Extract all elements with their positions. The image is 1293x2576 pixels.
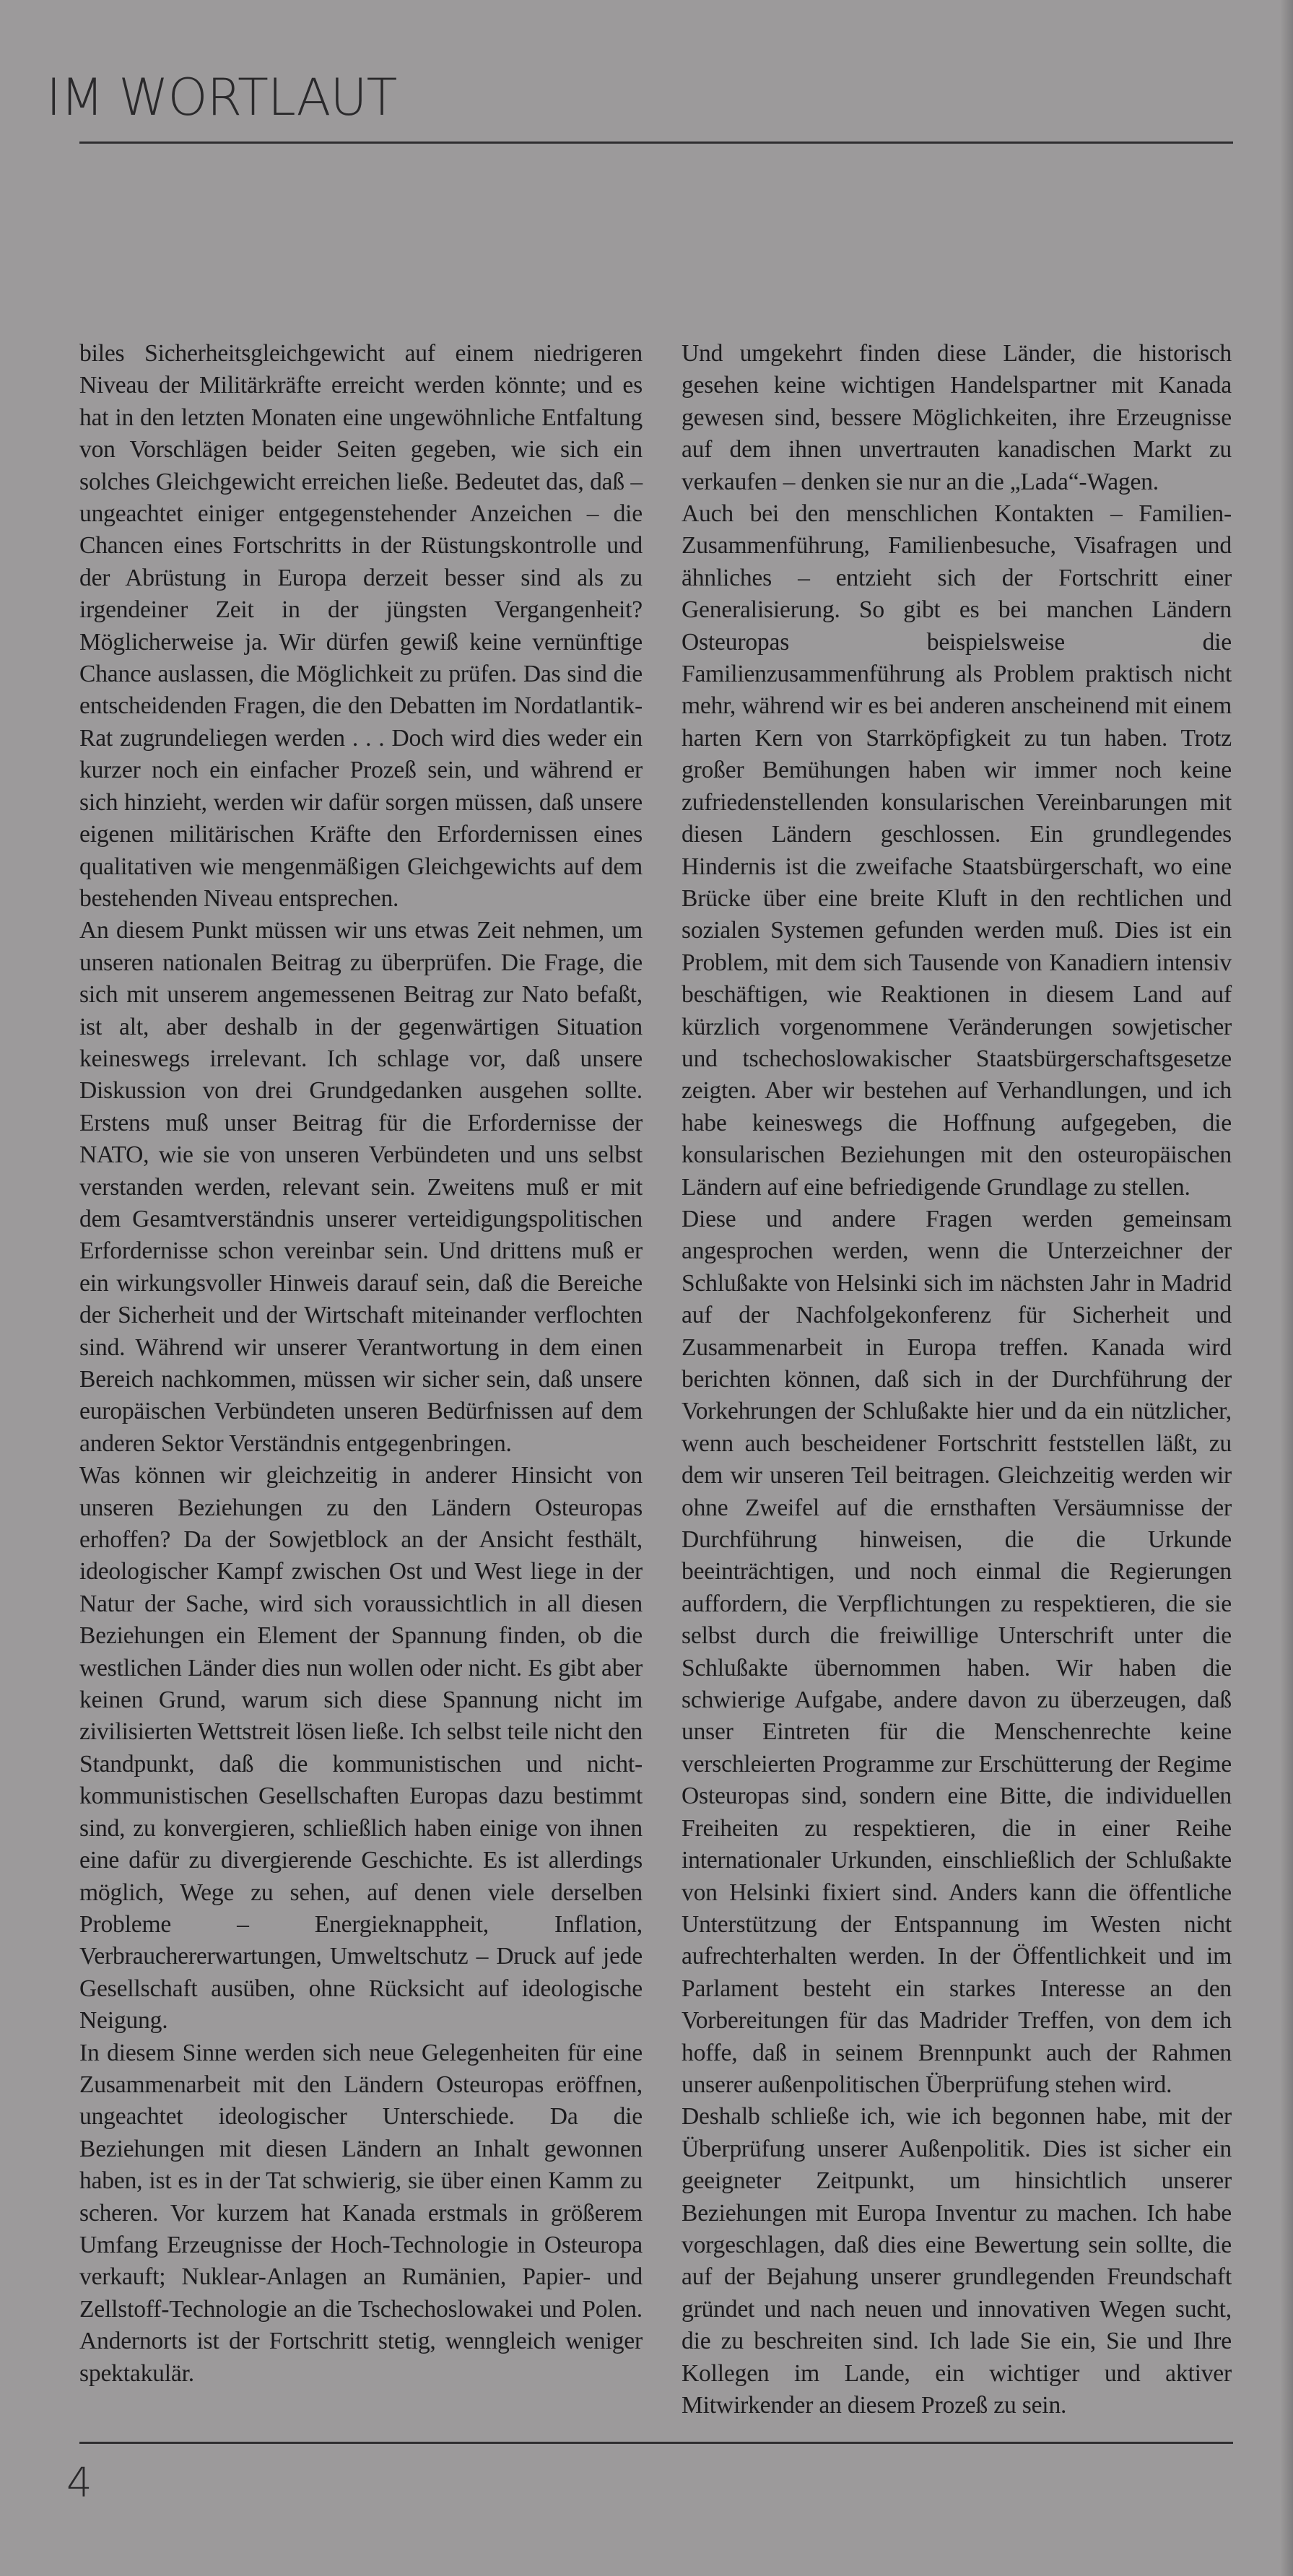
page-number: 4 — [66, 2460, 92, 2507]
header-rule — [79, 142, 1233, 144]
paragraph: An diesem Punkt müssen wir uns etwas Zeit nehmen, um unseren nationalen Beitrag zu überprüfen. Die Frage, die sich mit unserem angemessenen Beitrag zur Nato befaßt, ist alt, aber deshalb in der gegenwärtigen Situation keineswegs irrelevant. Ich schlage vor, daß unsere Diskussion von drei Grundgedanken ausgehen sollte. Erstens muß unser Beitrag für die Erfordernisse der NATO, wie sie von unseren Verbündeten und uns selbst verstanden werden, relevant sein. Zweitens muß er mit dem Gesamtverständnis unserer verteidigungspolitischen Erfordernisse schon vereinbar sein. Und drittens muß er ein wirkungsvoller Hinweis darauf sein, daß die Bereiche der Sicherheit und der Wirtschaft miteinander verflochten sind. Während wir unserer Verantwortung in dem einen Bereich nachkommen, müssen wir sicher sein, daß unsere europäischen Verbündeten unseren Bedürfnissen auf dem anderen Sektor Verständnis entgegenbringen. — [79, 917, 643, 1457]
paragraph: Und umgekehrt finden diese Länder, die historisch gesehen keine wichtigen Handelspartner mit Kanada gewesen sind, bessere Möglichkeiten, ihre Erzeugnisse auf dem ihnen unvertrauten kanadischen Markt zu verkaufen – denken sie nur an die „Lada“-Wagen. — [682, 340, 1232, 495]
binding-shadow — [1280, 0, 1293, 2576]
section-title: IM WORTLAUT — [46, 68, 397, 127]
paragraph: Was können wir gleichzeitig in anderer Hinsicht von unseren Beziehungen zu den Ländern Osteuropas erhoffen? Da der Sowjetblock an der Ansicht festhält, ideologischer Kampf zwischen Ost und West liege in der Natur der Sache, wird sich voraussichtlich in all diesen Beziehungen ein Element der Spannung finden, ob die westlichen Länder dies nun wollen oder nicht. Es gibt aber keinen Grund, warum sich diese Spannung nicht im zivilisierten Wettstreit lösen ließe. Ich selbst teile nicht den Standpunkt, daß die kommunistischen und nicht-kommunistischen Gesellschaften Europas dazu bestimmt sind, zu konvergieren, schließlich haben einige von ihnen eine dafür zu divergierende Geschichte. Es ist allerdings möglich, Wege zu sehen, auf denen viele derselben Probleme – Energieknappheit, Inflation, Verbrauchererwartungen, Umweltschutz – Druck auf jede Gesellschaft ausüben, ohne Rücksicht auf ideologische Neigung. — [79, 1462, 643, 2035]
paragraph: Deshalb schließe ich, wie ich begonnen habe, mit der Überprüfung unserer Außenpolitik. Dies ist sicher ein geeigneter Zeitpunkt, um hinsichtlich unserer Beziehungen mit Europa Inventur zu machen. Ich habe vorgeschlagen, daß dies eine Bewertung sein sollte, die auf der Bejahung unserer grundlegenden Freundschaft gründet und nach neuen und innovativen Wegen sucht, die zu beschreiten sind. Ich lade Sie ein, Sie und Ihre Kollegen im Lande, ein wichtiger und aktiver Mitwirkender an diesem Prozeß zu sein. — [682, 2103, 1232, 2419]
footer-rule — [79, 2442, 1233, 2444]
left-column — [79, 338, 643, 2390]
right-column — [682, 338, 1232, 2421]
paragraph: Auch bei den menschlichen Kontakten – Familien-Zusammenführung, Familienbesuche, Visafragen und ähnliches – entzieht sich der Fortschritt einer Generalisierung. So gibt es bei manchen Ländern Osteuropas beispielsweise die Familienzusammenführung als Problem praktisch nicht mehr, während wir es bei anderen anscheinend mit einem harten Kern von Starrköpfigkeit zu tun haben. Trotz großer Bemühungen haben wir immer noch keine zufriedenstellenden konsularischen Vereinbarungen mit diesen Ländern geschlossen. Ein grundlegendes Hindernis ist die zweifache Staatsbürgerschaft, wo eine Brücke über eine breite Kluft in den rechtlichen und sozialen Systemen gefunden werden muß. Dies ist ein Problem, mit dem sich Tausende von Kanadiern intensiv beschäftigen, wie Reaktionen in diesem Land auf kürzlich vorgenommene Veränderungen sowjetischer und tschechoslowakischer Staatsbürgerschaftsgesetze zeigten. Aber wir bestehen auf Verhandlungen, und ich habe keineswegs die Hoffnung aufgegeben, die konsularischen Beziehungen mit den osteuropäischen Ländern auf eine befriedigende Grundlage zu stellen. — [682, 500, 1232, 1201]
paragraph: Diese und andere Fragen werden gemeinsam angesprochen werden, wenn die Unterzeichner der Schlußakte von Helsinki sich im nächsten Jahr in Madrid auf der Nachfolgekonferenz für Sicherheit und Zusammenarbeit in Europa treffen. Kanada wird berichten können, daß sich in der Durchführung der Vorkehrungen der Schlußakte hier und da ein nützlicher, wenn auch bescheidener Fortschritt feststellen läßt, zu dem wir unseren Teil beitragen. Gleichzeitig werden wir ohne Zweifel auf die ernsthaften Versäumnisse der Durchführung hinweisen, die die Urkunde beeinträchtigen, und noch einmal die Regierungen auffordern, die Verpflichtungen zu respektieren, die sie selbst durch die freiwillige Unterschrift unter die Schlußakte übernommen haben. Wir haben die schwierige Aufgabe, andere davon zu überzeugen, daß unser Eintreten für die Menschenrechte keine verschleierten Programme zur Erschütterung der Regime Osteuropas sind, sondern eine Bitte, die individuellen Freiheiten zu respektieren, die in einer Reihe internationaler Urkunden, einschließlich der Schlußakte von Helsinki fixiert sind. Anders kann die öffentliche Unterstützung der Entspannung im Westen nicht aufrechterhalten werden. In der Öffentlichkeit und im Parlament besteht ein starkes Interesse an den Vorbereitungen für das Madrider Treffen, von dem ich hoffe, daß in seinem Brennpunkt auch der Rahmen unserer außenpolitischen Überprüfung stehen wird. — [682, 1205, 1232, 2098]
paragraph: In diesem Sinne werden sich neue Gelegenheiten für eine Zusammenarbeit mit den Ländern Osteuropas eröffnen, ungeachtet ideologischer Unterschiede. Da die Beziehungen mit diesen Ländern an Inhalt gewonnen haben, ist es in der Tat schwierig, sie über einen Kamm zu scheren. Vor kurzem hat Kanada erstmals in größerem Umfang Erzeugnisse der Hoch-Technologie in Osteuropa verkauft; Nuklear-Anlagen an Rumänien, Papier- und Zellstoff-Technologie an die Tschechoslowakei und Polen. Andernorts ist der Fortschritt stetig, wenngleich weniger spektakulär. — [79, 2039, 643, 2387]
paragraph: biles Sicherheitsgleichgewicht auf einem niedrigeren Niveau der Militärkräfte erreicht werden könnte; und es hat in den letzten Monaten eine ungewöhnliche Entfaltung von Vorschlägen beider Seiten gegeben, wie sich ein solches Gleichgewicht erreichen ließe. Bedeutet das, daß – ungeachtet einiger entgegenstehender Anzeichen – die Chancen eines Fortschritts in der Rüstungskontrolle und der Abrüstung in Europa derzeit besser sind als zu irgendeiner Zeit in der jüngsten Vergangenheit? Möglicherweise ja. Wir dürfen gewiß keine vernünftige Chance auslassen, die Möglichkeit zu prüfen. Das sind die entscheidenden Fragen, die den Debatten im Nordatlantik-Rat zugrundeliegen werden . . . Doch wird dies weder ein kurzer noch ein einfacher Prozeß sein, und während er sich hinzieht, werden wir dafür sorgen müssen, daß unsere eigenen militärischen Kräfte den Erfordernissen eines qualitativen wie mengenmäßigen Gleichgewichts auf dem bestehenden Niveau entsprechen. — [79, 340, 643, 912]
